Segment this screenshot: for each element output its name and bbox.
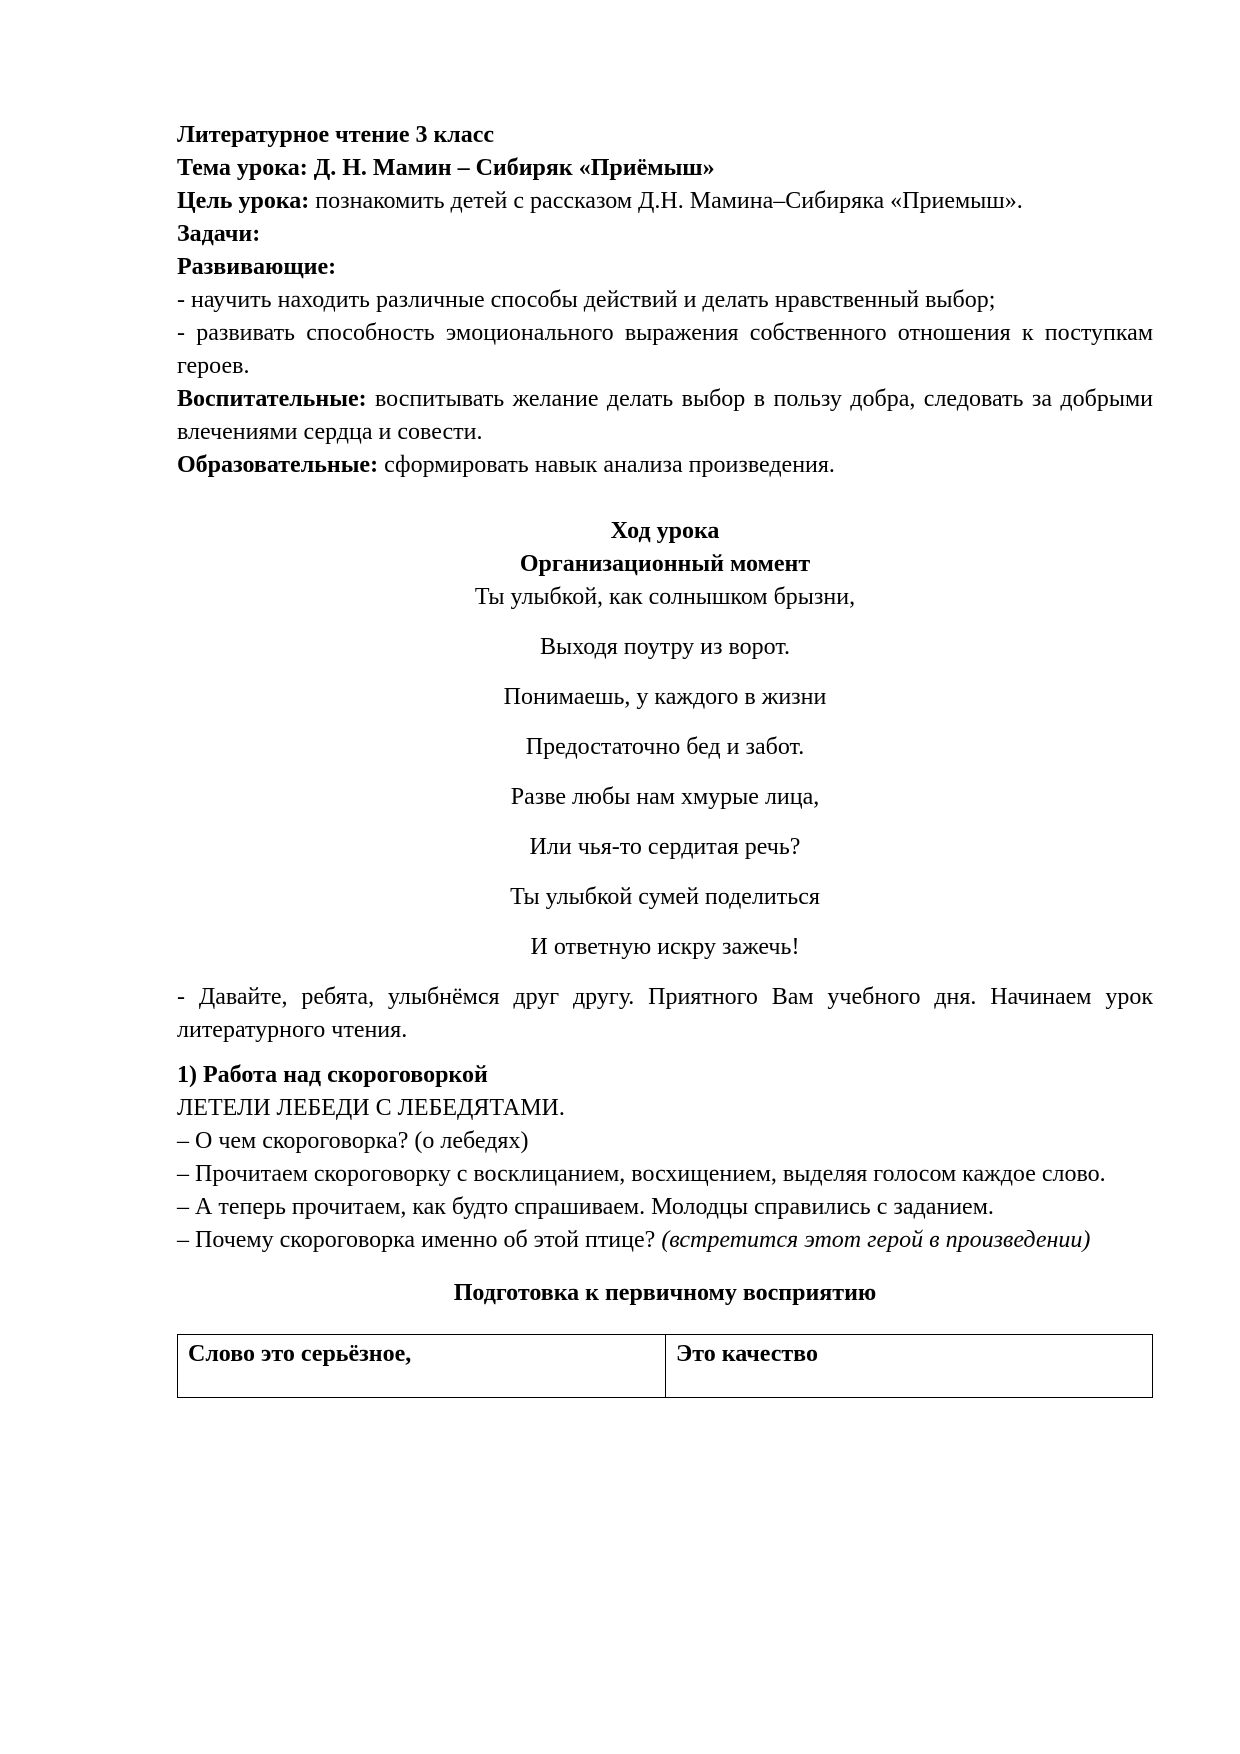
- formative-text: сформировать навык анализа произведения.: [378, 452, 835, 478]
- tongue-twister-text: ЛЕТЕЛИ ЛЕБЕДИ С ЛЕБЕДЯТАМИ.: [177, 1095, 565, 1121]
- question-answer: (встретится этот герой в произведении): [661, 1227, 1091, 1253]
- table-cell: Слово это серьёзное,: [178, 1335, 666, 1397]
- document-page: [177, 119, 1153, 1398]
- goal-text: познакомить детей с рассказом Д.Н. Мамина–Сибиряка «Приемыш».: [309, 188, 1023, 214]
- tasks-label: Задачи:: [177, 221, 261, 247]
- question-line: [177, 1224, 1153, 1257]
- formative-goals: [177, 449, 1153, 482]
- question-text: – Почему скороговорка именно об этой птице?: [177, 1227, 662, 1253]
- subject-line: Литературное чтение 3 класс: [177, 122, 495, 148]
- lesson-topic: Тема урока: Д. Н. Мамин – Сибиряк «Приёмыш»: [177, 155, 715, 181]
- greeting-text: - Давайте, ребята, улыбнёмся друг другу. Приятного Вам учебного дня. Начинаем урок литературного чтения.: [177, 984, 1153, 1043]
- poem: [177, 581, 1153, 964]
- educational-goals: [177, 383, 1153, 449]
- poem-line: Предостаточно бед и забот.: [525, 734, 805, 760]
- lesson-goal: [177, 185, 1153, 218]
- poem-line: Или чья-то сердитая речь?: [529, 834, 801, 860]
- lesson-progress-title: Ход урока: [610, 518, 720, 544]
- preparation-table: [177, 1334, 1153, 1398]
- poem-line: Разве любы нам хмурые лица,: [510, 784, 820, 810]
- poem-line: И ответную искру зажечь!: [530, 934, 800, 960]
- poem-line: Понимаешь, у каждого в жизни: [503, 684, 827, 710]
- question-line: – А теперь прочитаем, как будто спрашиваем. Молодцы справились с заданием.: [177, 1194, 994, 1220]
- educational-label: Воспитательные:: [177, 386, 367, 412]
- developing-item: - развивать способность эмоционального выражения собственного отношения к поступкам героев.: [177, 320, 1153, 379]
- preparation-heading: Подготовка к первичному восприятию: [453, 1280, 877, 1306]
- org-moment-title: Организационный момент: [519, 551, 811, 577]
- goal-label: Цель урока:: [177, 188, 310, 214]
- poem-line: Выходя поутру из ворот.: [539, 634, 791, 660]
- table-cell: Это качество: [676, 1341, 818, 1367]
- question-line: – Прочитаем скороговорку с восклицанием, восхищением, выделяя голосом каждое слово.: [177, 1161, 1106, 1187]
- formative-label: Образовательные:: [177, 452, 379, 478]
- question-line: – О чем скороговорка? (о лебедях): [177, 1128, 529, 1154]
- tongue-twister-heading: 1) Работа над скороговоркой: [177, 1062, 488, 1088]
- poem-line: Ты улыбкой, как солнышком брызни,: [474, 584, 856, 610]
- poem-line: Ты улыбкой сумей поделиться: [510, 884, 820, 910]
- educational-text: воспитывать желание делать выбор в пользу добра, следовать за добрыми влечениями сердца и совести.: [177, 386, 1153, 445]
- developing-label: Развивающие:: [177, 254, 337, 280]
- developing-item: - научить находить различные способы действий и делать нравственный выбор;: [177, 287, 996, 313]
